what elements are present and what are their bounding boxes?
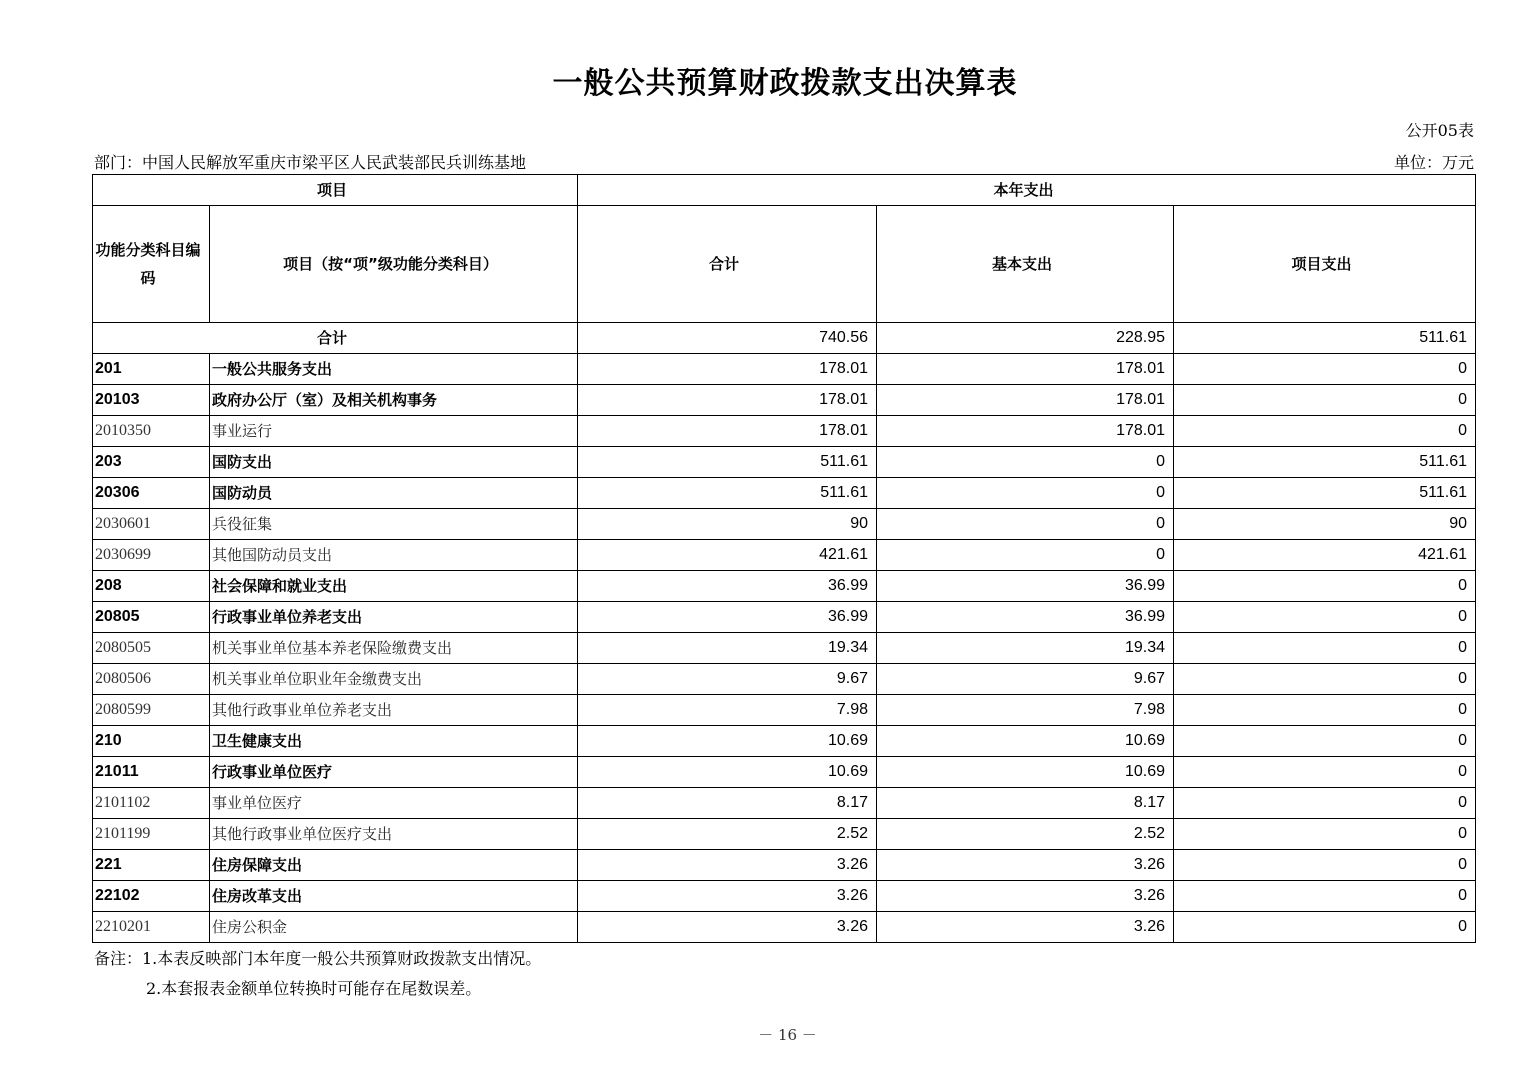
row-project: 0 <box>1174 354 1476 385</box>
row-code: 2101199 <box>93 819 210 850</box>
row-project: 511.61 <box>1174 447 1476 478</box>
row-basic: 36.99 <box>877 571 1174 602</box>
row-name: 行政事业单位医疗 <box>210 757 578 788</box>
row-name: 住房保障支出 <box>210 850 578 881</box>
row-total: 8.17 <box>578 788 877 819</box>
row-project: 0 <box>1174 788 1476 819</box>
row-project: 0 <box>1174 633 1476 664</box>
row-total: 178.01 <box>578 354 877 385</box>
header-project: 项目 <box>93 175 578 206</box>
row-name: 社会保障和就业支出 <box>210 571 578 602</box>
row-total: 3.26 <box>578 850 877 881</box>
row-basic: 3.26 <box>877 881 1174 912</box>
page-title: 一般公共预算财政拨款支出决算表 <box>552 66 1018 101</box>
row-basic: 0 <box>877 478 1174 509</box>
row-basic: 10.69 <box>877 726 1174 757</box>
row-code: 201 <box>93 354 210 385</box>
row-project: 0 <box>1174 695 1476 726</box>
header-total: 合计 <box>578 206 877 323</box>
table-row <box>93 509 1476 540</box>
row-project: 0 <box>1174 664 1476 695</box>
row-name: 行政事业单位养老支出 <box>210 602 578 633</box>
row-total: 178.01 <box>578 385 877 416</box>
row-project: 511.61 <box>1174 478 1476 509</box>
row-total: 36.99 <box>578 571 877 602</box>
row-name: 住房改革支出 <box>210 881 578 912</box>
row-basic: 2.52 <box>877 819 1174 850</box>
row-total: 90 <box>578 509 877 540</box>
row-code: 2030601 <box>93 509 210 540</box>
table-row <box>93 850 1476 881</box>
row-project: 0 <box>1174 881 1476 912</box>
row-basic: 3.26 <box>877 912 1174 943</box>
row-total: 178.01 <box>578 416 877 447</box>
row-name: 国防支出 <box>210 447 578 478</box>
row-total: 3.26 <box>578 912 877 943</box>
row-project: 0 <box>1174 385 1476 416</box>
row-basic: 178.01 <box>877 385 1174 416</box>
table-row <box>93 819 1476 850</box>
table-row <box>93 602 1476 633</box>
row-basic: 8.17 <box>877 788 1174 819</box>
row-total: 10.69 <box>578 757 877 788</box>
row-total: 9.67 <box>578 664 877 695</box>
row-name: 机关事业单位基本养老保险缴费支出 <box>210 633 578 664</box>
notes <box>94 944 541 1004</box>
row-code: 208 <box>93 571 210 602</box>
table-row <box>93 695 1476 726</box>
table-row <box>93 912 1476 943</box>
row-total: 2.52 <box>578 819 877 850</box>
table-row <box>93 478 1476 509</box>
total-row <box>93 323 1476 354</box>
row-total: 511.61 <box>578 478 877 509</box>
header-row-columns <box>93 206 1476 323</box>
unit-label: 单位：万元 <box>1393 153 1474 172</box>
row-basic: 178.01 <box>877 354 1174 385</box>
row-name: 其他国防动员支出 <box>210 540 578 571</box>
row-basic: 7.98 <box>877 695 1174 726</box>
row-total: 10.69 <box>578 726 877 757</box>
row-code: 20306 <box>93 478 210 509</box>
row-name: 卫生健康支出 <box>210 726 578 757</box>
row-basic: 0 <box>877 509 1174 540</box>
row-project: 0 <box>1174 602 1476 633</box>
row-total: 3.26 <box>578 881 877 912</box>
department-label: 部门：中国人民解放军重庆市梁平区人民武装部民兵训练基地 <box>94 153 527 172</box>
row-project: 0 <box>1174 726 1476 757</box>
row-total: 36.99 <box>578 602 877 633</box>
total-amount: 740.56 <box>578 323 877 354</box>
table-row <box>93 881 1476 912</box>
row-project: 0 <box>1174 757 1476 788</box>
table-row <box>93 726 1476 757</box>
row-name: 事业单位医疗 <box>210 788 578 819</box>
note-line-1: 备注：1.本表反映部门本年度一般公共预算财政拨款支出情况。 <box>94 949 542 968</box>
row-project: 0 <box>1174 819 1476 850</box>
row-basic: 9.67 <box>877 664 1174 695</box>
row-basic: 178.01 <box>877 416 1174 447</box>
table-row <box>93 354 1476 385</box>
table-row <box>93 664 1476 695</box>
row-project: 90 <box>1174 509 1476 540</box>
row-code: 22102 <box>93 881 210 912</box>
table-row <box>93 571 1476 602</box>
header-basic: 基本支出 <box>877 206 1174 323</box>
row-name: 其他行政事业单位医疗支出 <box>210 819 578 850</box>
page-number: － 16 － <box>758 1026 817 1044</box>
table-row <box>93 757 1476 788</box>
row-project: 0 <box>1174 416 1476 447</box>
row-name: 一般公共服务支出 <box>210 354 578 385</box>
row-name: 住房公积金 <box>210 912 578 943</box>
header-current-year: 本年支出 <box>578 175 1476 206</box>
row-basic: 0 <box>877 447 1174 478</box>
expenditure-table <box>92 174 1476 943</box>
row-total: 511.61 <box>578 447 877 478</box>
row-code: 221 <box>93 850 210 881</box>
note-line-2: 2.本套报表金额单位转换时可能存在尾数误差。 <box>146 979 482 998</box>
row-code: 20103 <box>93 385 210 416</box>
table-row <box>93 788 1476 819</box>
row-code: 2080599 <box>93 695 210 726</box>
row-basic: 36.99 <box>877 602 1174 633</box>
row-basic: 10.69 <box>877 757 1174 788</box>
row-code: 2101102 <box>93 788 210 819</box>
row-code: 2080505 <box>93 633 210 664</box>
total-project: 511.61 <box>1174 323 1476 354</box>
form-number: 公开05表 <box>1405 121 1474 140</box>
row-code: 2080506 <box>93 664 210 695</box>
row-code: 2030699 <box>93 540 210 571</box>
row-code: 20805 <box>93 602 210 633</box>
table-row <box>93 633 1476 664</box>
table-row <box>93 385 1476 416</box>
total-basic: 228.95 <box>877 323 1174 354</box>
row-name: 机关事业单位职业年金缴费支出 <box>210 664 578 695</box>
row-project: 0 <box>1174 912 1476 943</box>
row-name: 政府办公厅（室）及相关机构事务 <box>210 385 578 416</box>
row-code: 21011 <box>93 757 210 788</box>
row-project: 421.61 <box>1174 540 1476 571</box>
row-code: 2010350 <box>93 416 210 447</box>
table-row <box>93 416 1476 447</box>
row-code: 2210201 <box>93 912 210 943</box>
total-label: 合计 <box>93 323 578 354</box>
row-basic: 3.26 <box>877 850 1174 881</box>
row-code: 210 <box>93 726 210 757</box>
row-total: 7.98 <box>578 695 877 726</box>
row-name: 事业运行 <box>210 416 578 447</box>
table-row <box>93 447 1476 478</box>
row-code: 203 <box>93 447 210 478</box>
header-row-top <box>93 175 1476 206</box>
row-total: 421.61 <box>578 540 877 571</box>
row-project: 0 <box>1174 850 1476 881</box>
table-row <box>93 540 1476 571</box>
row-basic: 0 <box>877 540 1174 571</box>
header-name: 项目（按“项”级功能分类科目） <box>210 206 578 323</box>
row-name: 国防动员 <box>210 478 578 509</box>
row-name: 其他行政事业单位养老支出 <box>210 695 578 726</box>
header-project-expenditure: 项目支出 <box>1174 206 1476 323</box>
row-total: 19.34 <box>578 633 877 664</box>
row-basic: 19.34 <box>877 633 1174 664</box>
row-project: 0 <box>1174 571 1476 602</box>
header-code: 功能分类科目编码 <box>93 206 210 323</box>
row-name: 兵役征集 <box>210 509 578 540</box>
